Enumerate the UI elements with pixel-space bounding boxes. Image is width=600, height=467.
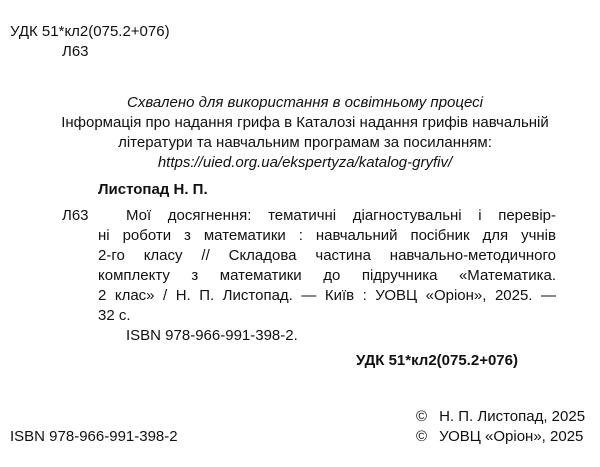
approval-line-1: Схвалено для використання в освітньому процесі [127, 94, 483, 111]
author-sign: Л63 [62, 207, 89, 224]
copyright-holder: УОВЦ «Оріон», 2025 [439, 428, 584, 445]
author-heading: Листопад Н. П. [98, 181, 208, 198]
approval-line-3: літератури та навчальним програмам за посиланням: [118, 134, 492, 151]
author-sign-top: Л63 [62, 43, 89, 60]
copyright-line [416, 427, 583, 447]
approval-line-2: Інформація про надання грифа в Каталозі надання грифів навчальній [61, 114, 549, 131]
udk-top: УДК 51*кл2(075.2+076) [10, 23, 170, 40]
copyright-icon: © [416, 408, 428, 425]
annotation-line: ні роботи з математики : навчальний посібник для учнів [98, 227, 556, 244]
annotation-line: Мої досягнення: тематичні діагностувальні і перевір- [126, 207, 556, 224]
approval-block [40, 93, 570, 173]
isbn-bottom: ISBN 978-966-991-398-2 [10, 428, 178, 445]
copyright-holder: Н. П. Листопад, 2025 [439, 408, 586, 425]
annotation [98, 206, 556, 326]
annotation-line: комплекту з математики до підручника «Математика. [98, 267, 556, 284]
isbn-card: ISBN 978-966-991-398-2. [126, 327, 298, 344]
approval-url: https://uied.org.ua/ekspertyza/katalog-gryfiv/ [157, 154, 453, 171]
annotation-line: 32 с. [98, 307, 131, 324]
copyright-line [416, 407, 585, 427]
copyright-icon: © [416, 428, 428, 445]
annotation-line: 2-го класу // Складова частина навчально-методичного [98, 247, 556, 264]
annotation-line: 2 клас» / Н. П. Листопад. — Київ : УОВЦ «Оріон», 2025. — [98, 287, 556, 304]
udk-bottom: УДК 51*кл2(075.2+076) [356, 352, 518, 369]
